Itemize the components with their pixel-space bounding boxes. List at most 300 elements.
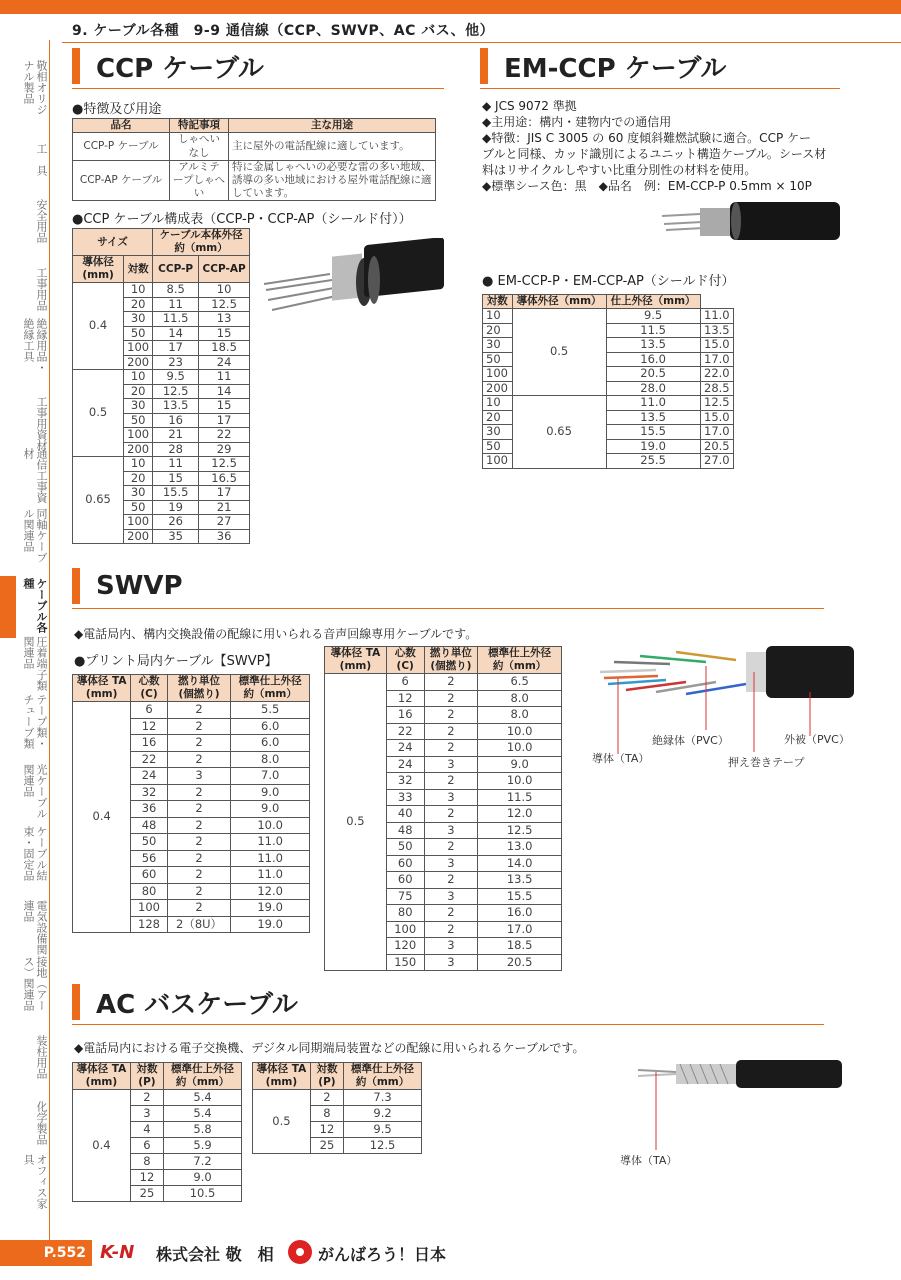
table-cell: 60 bbox=[386, 855, 424, 872]
table-cell: 30 bbox=[483, 338, 513, 353]
table-row bbox=[483, 309, 734, 324]
table-cell: 50 bbox=[483, 352, 513, 367]
table-cell: 10.0 bbox=[478, 723, 562, 740]
column-header: 対数 bbox=[124, 256, 153, 283]
table-cell: 5.8 bbox=[164, 1122, 242, 1138]
table-cell: 17 bbox=[199, 486, 250, 501]
table-cell: 0.4 bbox=[73, 283, 124, 370]
table-cell: 120 bbox=[386, 938, 424, 955]
table-cell: 8 bbox=[310, 1106, 343, 1122]
table-cell: CCP-AP ケーブル bbox=[73, 161, 170, 201]
table-cell: 27.0 bbox=[700, 454, 733, 469]
sidebar-item[interactable]: 圧着端子類関連品 bbox=[22, 636, 48, 691]
ccp-underline bbox=[72, 88, 444, 89]
sidebar-item[interactable]: 同軸ケーブル関連品 bbox=[22, 508, 48, 563]
table-cell: 13.5 bbox=[478, 872, 562, 889]
column-header: 撚り単位 (個撚り) bbox=[167, 675, 231, 702]
table-row bbox=[73, 133, 436, 161]
page-number: P.552 bbox=[0, 1240, 92, 1266]
sidebar-item[interactable]: 装柱用品 bbox=[35, 1035, 48, 1079]
table-cell: 150 bbox=[386, 954, 424, 971]
table-cell: 0.65 bbox=[512, 396, 606, 469]
column-header: 標準仕上外径 約（mm） bbox=[231, 675, 310, 702]
table-cell: 35 bbox=[153, 529, 199, 544]
table-cell: 10.0 bbox=[231, 817, 310, 834]
table-row bbox=[483, 396, 734, 411]
table-cell: 22 bbox=[199, 428, 250, 443]
ccp-features-heading: ●特徴及び用途 bbox=[72, 102, 162, 117]
table-cell: 25 bbox=[310, 1138, 343, 1154]
table-cell: 7.2 bbox=[164, 1154, 242, 1170]
table-cell: 17.0 bbox=[478, 921, 562, 938]
table-cell: 3 bbox=[167, 768, 231, 785]
column-header: 導体径 TA (mm) bbox=[253, 1063, 311, 1090]
table-row bbox=[73, 457, 250, 472]
column-header: 対数 (P) bbox=[130, 1063, 163, 1090]
table-cell: 21 bbox=[153, 428, 199, 443]
sidebar-item[interactable]: 工事用品 bbox=[35, 267, 48, 311]
table-cell: 14.0 bbox=[478, 855, 562, 872]
table-cell: 6.5 bbox=[478, 674, 562, 691]
table-cell: 100 bbox=[483, 454, 513, 469]
swvp-table-1 bbox=[72, 674, 310, 933]
sidebar-item[interactable]: 工 具 bbox=[35, 142, 48, 176]
table-header-row bbox=[73, 256, 250, 283]
acbus-callout-conductor: 導体（TA） bbox=[620, 1154, 678, 1167]
table-cell: 15.0 bbox=[700, 338, 733, 353]
table-cell: 30 bbox=[124, 486, 153, 501]
table-cell: 3 bbox=[424, 954, 478, 971]
table-cell: しゃへいなし bbox=[170, 133, 229, 161]
table-cell: 7.0 bbox=[231, 768, 310, 785]
table-cell: 10.0 bbox=[478, 740, 562, 757]
table-row bbox=[73, 702, 310, 719]
table-cell: 30 bbox=[124, 399, 153, 414]
header-rule bbox=[62, 42, 901, 43]
table-cell: 0.5 bbox=[512, 309, 606, 396]
table-cell: 15.5 bbox=[606, 425, 700, 440]
table-cell: 12.5 bbox=[199, 457, 250, 472]
sidebar-item[interactable]: 化学製品 bbox=[35, 1101, 48, 1145]
sidebar-item[interactable]: 接地（アース）関連品 bbox=[22, 956, 48, 1011]
table-cell: 2 bbox=[130, 1090, 163, 1106]
table-cell: 13.5 bbox=[700, 323, 733, 338]
table-cell: 6 bbox=[386, 674, 424, 691]
swvp-subheading: ●プリント局内ケーブル【SWVP】 bbox=[74, 654, 278, 669]
table-cell: 20 bbox=[124, 384, 153, 399]
table-cell: 2 bbox=[167, 751, 231, 768]
acbus-title: AC バスケーブル bbox=[96, 989, 298, 1020]
table-cell: 10.5 bbox=[164, 1186, 242, 1202]
column-header: 心数 (C) bbox=[386, 647, 424, 674]
emccp-line: ◆主用途：構内・建物内での通信用 bbox=[482, 115, 672, 129]
table-cell: 11.5 bbox=[153, 312, 199, 327]
emccp-table bbox=[482, 294, 734, 469]
table-cell: 17.0 bbox=[700, 352, 733, 367]
table-header-row bbox=[73, 119, 436, 133]
table-cell: 0.4 bbox=[73, 702, 131, 933]
table-cell: 20 bbox=[124, 297, 153, 312]
table-cell: 28.5 bbox=[700, 381, 733, 396]
ccp-spec-heading: ●CCP ケーブル構成表（CCP-P・CCP-AP（シールド付）） bbox=[72, 212, 412, 227]
table-cell: 9.5 bbox=[153, 370, 199, 385]
table-header-row bbox=[73, 675, 310, 702]
acbus-section-header bbox=[72, 984, 298, 1020]
table-cell: 10.0 bbox=[478, 773, 562, 790]
table-cell: 16 bbox=[386, 707, 424, 724]
table-cell: 16.0 bbox=[606, 352, 700, 367]
acbus-underline bbox=[72, 1024, 824, 1025]
table-cell: 21 bbox=[199, 500, 250, 515]
table-cell: 16.0 bbox=[478, 905, 562, 922]
table-cell: 3 bbox=[424, 855, 478, 872]
table-cell: 4 bbox=[130, 1122, 163, 1138]
table-cell: 75 bbox=[386, 888, 424, 905]
table-cell: 25.5 bbox=[606, 454, 700, 469]
table-cell: 22 bbox=[386, 723, 424, 740]
table-cell: 8.5 bbox=[153, 283, 199, 298]
table-cell: 特に金属しゃへいの必要な雷の多い地域、誘導の多い地域における屋外電話配線に適しています。 bbox=[229, 161, 436, 201]
table-cell: 20 bbox=[483, 323, 513, 338]
table-cell: 12.5 bbox=[478, 822, 562, 839]
table-cell: 22.0 bbox=[700, 367, 733, 382]
table-cell: 20.5 bbox=[606, 367, 700, 382]
ccp-title: CCP ケーブル bbox=[96, 53, 264, 84]
table-cell: 10 bbox=[124, 370, 153, 385]
table-cell: 2 bbox=[167, 900, 231, 917]
table-cell: 12 bbox=[310, 1122, 343, 1138]
table-header-row bbox=[73, 229, 250, 256]
table-cell: 50 bbox=[124, 326, 153, 341]
column-header: CCP-AP bbox=[199, 256, 250, 283]
table-cell: 10 bbox=[483, 309, 513, 324]
table-cell: 50 bbox=[131, 834, 167, 851]
column-header: 主な用途 bbox=[229, 119, 436, 133]
table-cell: 15.5 bbox=[478, 888, 562, 905]
table-cell: 8.0 bbox=[478, 690, 562, 707]
table-cell: 19.0 bbox=[231, 916, 310, 933]
emccp-line: ◆標準シース色：黒 ◆品名 例：EM-CCP-P 0.5mm × 10P bbox=[482, 179, 812, 193]
table-cell: 20 bbox=[124, 471, 153, 486]
table-cell: 15 bbox=[199, 399, 250, 414]
table-cell: 主に屋外の電話配線に適しています。 bbox=[229, 133, 436, 161]
table-cell: 6 bbox=[131, 702, 167, 719]
sidebar-item[interactable]: ケーブル結束・固定品 bbox=[22, 826, 48, 881]
table-cell: 2 bbox=[167, 702, 231, 719]
column-header: 導体径 TA (mm) bbox=[325, 647, 387, 674]
ccp-spec-table bbox=[72, 228, 250, 544]
table-cell: 2 bbox=[167, 817, 231, 834]
table-cell: 48 bbox=[386, 822, 424, 839]
table-cell: 60 bbox=[386, 872, 424, 889]
table-cell: 12 bbox=[131, 718, 167, 735]
slogan: がんばろう！日本 bbox=[318, 1245, 447, 1264]
table-cell: 12.0 bbox=[478, 806, 562, 823]
table-cell: 16 bbox=[153, 413, 199, 428]
table-cell: 6.0 bbox=[231, 735, 310, 752]
table-cell: 10 bbox=[124, 283, 153, 298]
table-cell: 13.5 bbox=[606, 410, 700, 425]
sidebar-active-marker bbox=[0, 576, 16, 638]
table-cell: 36 bbox=[131, 801, 167, 818]
column-header: 特記事項 bbox=[170, 119, 229, 133]
table-cell: 20.5 bbox=[478, 954, 562, 971]
table-cell: 50 bbox=[483, 439, 513, 454]
column-header: 仕上外径（mm） bbox=[606, 295, 700, 309]
table-cell: 15 bbox=[199, 326, 250, 341]
table-cell: アルミテープしゃへい bbox=[170, 161, 229, 201]
table-cell: 200 bbox=[483, 381, 513, 396]
table-cell: 33 bbox=[386, 789, 424, 806]
column-header: 対数 (P) bbox=[310, 1063, 343, 1090]
table-cell: 60 bbox=[131, 867, 167, 884]
table-row bbox=[73, 370, 250, 385]
column-header: 対数 bbox=[483, 295, 513, 309]
table-cell: 29 bbox=[199, 442, 250, 457]
table-cell: 11.0 bbox=[700, 309, 733, 324]
table-cell: 100 bbox=[131, 900, 167, 917]
acbus-table-2 bbox=[252, 1062, 422, 1154]
table-cell: 2 bbox=[424, 723, 478, 740]
table-cell: 17.0 bbox=[700, 425, 733, 440]
acbus-table-1 bbox=[72, 1062, 242, 1202]
table-cell: 0.5 bbox=[325, 674, 387, 971]
table-cell: 3 bbox=[424, 756, 478, 773]
table-cell: 32 bbox=[131, 784, 167, 801]
table-cell: 2 bbox=[424, 674, 478, 691]
emccp-underline bbox=[480, 88, 840, 89]
callout-sheath: 外被（PVC） bbox=[784, 733, 850, 746]
table-header-row bbox=[253, 1063, 422, 1090]
table-cell: 13.0 bbox=[478, 839, 562, 856]
column-header: 品名 bbox=[73, 119, 170, 133]
sidebar-item[interactable]: 光ケーブル関連品 bbox=[22, 764, 48, 819]
table-cell: 100 bbox=[124, 428, 153, 443]
table-cell: 3 bbox=[424, 789, 478, 806]
table-cell: 17 bbox=[199, 413, 250, 428]
emccp-table-heading: ● EM-CCP-P・EM-CCP-AP（シールド付） bbox=[482, 274, 735, 289]
table-cell: 13 bbox=[199, 312, 250, 327]
table-cell: CCP-P ケーブル bbox=[73, 133, 170, 161]
acbus-description: ◆電話局内における電子交換機、デジタル同期端局装置などの配線に用いられるケーブルです。 bbox=[74, 1041, 585, 1055]
table-cell: 100 bbox=[386, 921, 424, 938]
table-row bbox=[325, 674, 562, 691]
sidebar-item[interactable]: テープ類・チューブ類 bbox=[22, 694, 48, 749]
table-cell: 11.0 bbox=[231, 867, 310, 884]
table-cell: 14 bbox=[153, 326, 199, 341]
table-cell: 0.5 bbox=[253, 1090, 311, 1154]
table-cell: 2 bbox=[167, 850, 231, 867]
table-header-row bbox=[483, 295, 734, 309]
column-header: ケーブル本体外径 約（mm） bbox=[153, 229, 250, 256]
table-header-row bbox=[325, 647, 562, 674]
callout-insulation: 絶縁体（PVC） bbox=[652, 734, 729, 747]
sakura-icon bbox=[286, 1238, 314, 1266]
table-cell: 26 bbox=[153, 515, 199, 530]
table-cell: 8 bbox=[130, 1154, 163, 1170]
table-cell: 12 bbox=[130, 1170, 163, 1186]
sidebar-item[interactable]: 安全用品 bbox=[35, 199, 48, 243]
table-cell: 2 bbox=[167, 801, 231, 818]
ccp-features-table bbox=[72, 118, 436, 201]
ccp-section-header bbox=[72, 48, 264, 84]
table-cell: 9.5 bbox=[344, 1122, 422, 1138]
table-cell: 24 bbox=[199, 355, 250, 370]
sidebar-item[interactable]: 電気設備関連品 bbox=[22, 900, 48, 955]
callout-conductor: 導体（TA） bbox=[592, 752, 650, 765]
table-cell: 12.5 bbox=[344, 1138, 422, 1154]
table-cell: 16 bbox=[131, 735, 167, 752]
table-cell: 80 bbox=[131, 883, 167, 900]
table-cell: 10 bbox=[124, 457, 153, 472]
callout-wrap-tape: 押え巻きテープ bbox=[728, 756, 805, 769]
emccp-title: EM-CCP ケーブル bbox=[504, 53, 727, 84]
table-cell: 5.5 bbox=[231, 702, 310, 719]
table-cell: 0.5 bbox=[73, 370, 124, 457]
table-cell: 2 bbox=[424, 740, 478, 757]
table-cell: 2（8U） bbox=[167, 916, 231, 933]
table-cell: 2 bbox=[167, 784, 231, 801]
table-cell: 15 bbox=[153, 471, 199, 486]
table-cell: 2 bbox=[424, 921, 478, 938]
table-cell: 11.0 bbox=[606, 396, 700, 411]
emccp-line: ◆特徴：JIS C 3005 の 60 度傾斜難燃試験に適合。CCP ケー bbox=[482, 131, 811, 145]
table-cell: 5.4 bbox=[164, 1090, 242, 1106]
table-cell: 17 bbox=[153, 341, 199, 356]
table-cell: 5.4 bbox=[164, 1106, 242, 1122]
table-cell: 28.0 bbox=[606, 381, 700, 396]
table-cell: 32 bbox=[386, 773, 424, 790]
table-cell: 13.5 bbox=[606, 338, 700, 353]
column-header: 標準仕上外径 約（mm） bbox=[344, 1063, 422, 1090]
table-cell: 27 bbox=[199, 515, 250, 530]
table-cell: 128 bbox=[131, 916, 167, 933]
table-cell: 23 bbox=[153, 355, 199, 370]
table-cell: 2 bbox=[424, 773, 478, 790]
table-cell: 100 bbox=[124, 515, 153, 530]
table-cell: 8.0 bbox=[231, 751, 310, 768]
emccp-cable-illustration bbox=[660, 196, 845, 248]
table-cell: 0.4 bbox=[73, 1090, 131, 1202]
table-row bbox=[73, 283, 250, 298]
table-row bbox=[73, 161, 436, 201]
swvp-section-header bbox=[72, 568, 183, 604]
table-cell: 6 bbox=[130, 1138, 163, 1154]
table-cell: 2 bbox=[167, 834, 231, 851]
table-cell: 2 bbox=[167, 883, 231, 900]
table-cell: 2 bbox=[424, 872, 478, 889]
table-cell: 50 bbox=[386, 839, 424, 856]
table-cell: 200 bbox=[124, 529, 153, 544]
table-cell: 12.0 bbox=[231, 883, 310, 900]
table-cell: 3 bbox=[424, 888, 478, 905]
column-header: 導体外径（mm） bbox=[512, 295, 606, 309]
table-header-row bbox=[73, 1063, 242, 1090]
table-cell: 7.3 bbox=[344, 1090, 422, 1106]
table-cell: 30 bbox=[483, 425, 513, 440]
table-cell: 12.5 bbox=[153, 384, 199, 399]
table-cell: 15.0 bbox=[700, 410, 733, 425]
column-header: CCP-P bbox=[153, 256, 199, 283]
sidebar-item[interactable]: 絶縁用品・絶縁工具 bbox=[22, 318, 48, 373]
table-cell: 40 bbox=[386, 806, 424, 823]
sidebar-item[interactable]: 工事用資材 bbox=[35, 395, 48, 451]
sidebar-item[interactable]: 通信工事資材 bbox=[22, 448, 48, 503]
table-cell: 6.0 bbox=[231, 718, 310, 735]
emccp-line: ブルと同様、カッド識別によるユニット構造ケーブル。シース材 bbox=[482, 147, 827, 161]
acbus-cable-illustration bbox=[636, 1054, 846, 1154]
table-cell: 9.2 bbox=[344, 1106, 422, 1122]
ccp-cable-illustration bbox=[262, 238, 452, 328]
emccp-line: ◆ JCS 9072 準拠 bbox=[482, 99, 577, 113]
emccp-line: 料はリサイクルしやすい比重分別性の材料を使用。 bbox=[482, 163, 757, 177]
emccp-description bbox=[482, 98, 852, 194]
column-header: 標準仕上外径 約（mm） bbox=[164, 1063, 242, 1090]
table-cell: 10 bbox=[199, 283, 250, 298]
company-name: 株式会社 敬 相 bbox=[156, 1245, 274, 1264]
sidebar-item[interactable]: ケーブル各種 bbox=[22, 578, 48, 633]
table-cell: 19 bbox=[153, 500, 199, 515]
table-cell: 30 bbox=[124, 312, 153, 327]
table-cell: 2 bbox=[424, 839, 478, 856]
table-cell: 24 bbox=[386, 740, 424, 757]
table-cell: 80 bbox=[386, 905, 424, 922]
table-cell: 2 bbox=[424, 806, 478, 823]
table-cell: 2 bbox=[424, 905, 478, 922]
table-cell: 2 bbox=[424, 707, 478, 724]
chapter-heading: 9. ケーブル各種 9-9 通信線（CCP、SWVP、AC バス、他） bbox=[72, 23, 495, 39]
table-cell: 19.0 bbox=[231, 900, 310, 917]
swvp-table-2 bbox=[324, 646, 562, 971]
swvp-title: SWVP bbox=[96, 571, 183, 601]
top-accent-bar bbox=[0, 0, 901, 14]
table-cell: 13.5 bbox=[153, 399, 199, 414]
table-cell: 2 bbox=[167, 718, 231, 735]
column-header: 標準仕上外径 約（mm） bbox=[478, 647, 562, 674]
table-cell: 100 bbox=[483, 367, 513, 382]
table-cell: 28 bbox=[153, 442, 199, 457]
sidebar-item[interactable]: 敬相オリジナル製品 bbox=[22, 60, 48, 115]
table-cell: 11 bbox=[153, 457, 199, 472]
swvp-description: ◆電話局内、構内交換設備の配線に用いられる音声回線専用ケーブルです。 bbox=[74, 627, 478, 641]
table-cell: 11 bbox=[199, 370, 250, 385]
table-cell: 9.0 bbox=[164, 1170, 242, 1186]
table-cell: 200 bbox=[124, 355, 153, 370]
table-cell: 2 bbox=[310, 1090, 343, 1106]
column-header: サイズ bbox=[73, 229, 153, 256]
table-cell: 3 bbox=[424, 822, 478, 839]
table-cell: 15.5 bbox=[153, 486, 199, 501]
table-cell: 2 bbox=[424, 690, 478, 707]
table-cell: 3 bbox=[130, 1106, 163, 1122]
table-cell: 12.5 bbox=[199, 297, 250, 312]
column-header: 導体径 (mm) bbox=[73, 256, 124, 283]
table-cell: 11.0 bbox=[231, 850, 310, 867]
table-cell: 9.5 bbox=[606, 309, 700, 324]
table-cell: 50 bbox=[124, 500, 153, 515]
table-cell: 20.5 bbox=[700, 439, 733, 454]
table-cell: 8.0 bbox=[478, 707, 562, 724]
table-cell: 100 bbox=[124, 341, 153, 356]
table-cell: 19.0 bbox=[606, 439, 700, 454]
column-header: 撚り単位 (個撚り) bbox=[424, 647, 478, 674]
table-cell: 20 bbox=[483, 410, 513, 425]
table-cell: 12 bbox=[386, 690, 424, 707]
brand-logo: K-N bbox=[100, 1242, 135, 1263]
sidebar-item[interactable]: オフィス家具 bbox=[22, 1154, 48, 1209]
table-cell: 50 bbox=[124, 413, 153, 428]
table-cell: 56 bbox=[131, 850, 167, 867]
